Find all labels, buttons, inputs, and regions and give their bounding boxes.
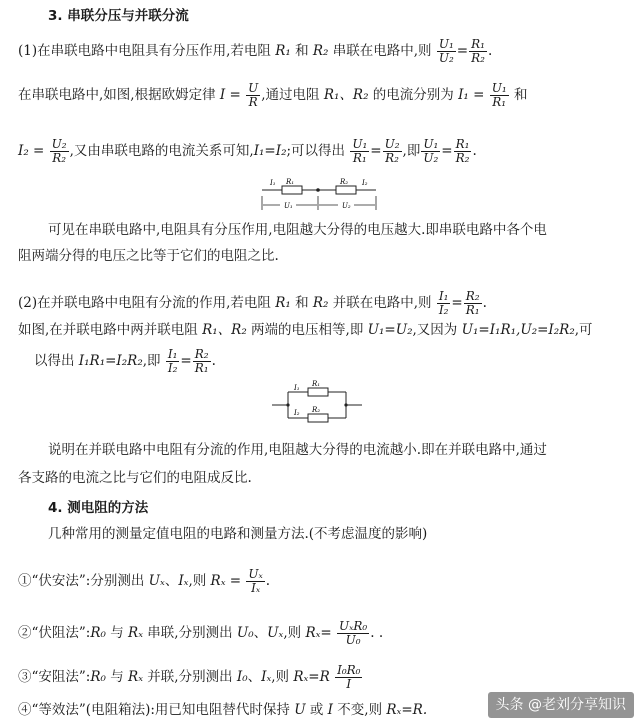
symbol: Rₓ=R [293,669,330,685]
resistor-r2 [308,414,328,422]
symbol: R₁、R₂ [202,322,247,338]
symbol: R₂ [312,43,329,59]
symbol: I₂ = [18,143,45,159]
symbol: Rₓ [128,669,143,685]
label-i2: I₂ [362,179,368,187]
text: 以得出 [34,353,79,369]
numerator: UₓR₀ [339,619,368,633]
numerator: U₂ [51,137,67,151]
text: 与 [105,669,129,685]
symbol: I [327,702,334,718]
symbol: R₀ [90,625,106,641]
junction-node [316,188,320,192]
series-circuit-diagram [258,178,380,212]
text: 、 [247,669,262,685]
section-4-title: 4. 测电阻的方法 [48,500,149,516]
text: 不变,则 [333,702,387,718]
watermark-badge: 头条 @老刘分享知识 [488,692,634,718]
paragraph-3: I₂ = $\frac{\text{U₂}}{\text{R₂}}$ ,又由串联电路的电流关系可知,I₁=I₂;可以得出 $\frac{\text{U₁}}{\text{R₁}}$ = $\frac{\text{U₂}}{\text{R₂}}$ ,即 $\frac{\text{U₁}}{\text{U₂}}$ = $\frac{\text{R₁}}{\text{R₂}}$ . [18,137,477,165]
symbol: Rₓ = [210,573,242,589]
text: 两端的电压相等,即 [246,322,368,338]
symbol: I₁ = [458,87,485,103]
denominator: R₂ [471,51,485,65]
method-4 [18,700,427,720]
section-3-title: 3. 串联分压与并联分流 [48,8,189,24]
fraction [166,348,180,375]
text: ,则 [283,625,306,641]
fraction [437,290,451,317]
text: ,即 [142,353,161,369]
numerator: R₁ [455,137,470,151]
paragraph-5: 阻两端分得的电压之比等于它们的电阻之比. [18,248,279,264]
text: 与 [105,625,129,641]
denominator: R₂ [52,151,67,165]
symbol: Rₓ= [305,625,332,641]
label-r1: R₁ [286,178,295,186]
text: 串联在电路中,则 [328,43,432,59]
numerator: R₁ [471,37,485,51]
symbol: Rₓ=R. [386,702,428,718]
text: ④“等效法”(电阻箱法):用已知电阻替代时保持 [18,702,295,718]
resistor-r1 [308,388,328,396]
denominator: R₂ [455,151,470,165]
text: ,则 [188,573,211,589]
label-r1: R₁ [312,380,321,388]
symbol: U [294,702,306,718]
numerator: U [248,81,259,95]
symbol: I₁R₁=I₂R₂ [78,353,143,369]
paragraph-1: (1)在串联电路中电阻具有分压作用,若电阻 R₁ 和 R₂ 串联在电路中,则 $\frac{\text{U₁}}{\text{U₂}}$ = $\frac{\text{R₁}}{\text{R₂}}$ . [18,37,493,65]
denominator: R₁ [492,95,507,109]
paragraph-10: 各支路的电流之比与它们的电阻成反比. [18,470,252,486]
text: 或 [305,702,328,718]
section-4-intro: 几种常用的测量定值电阻的电路和测量方法.(不考虑温度的影响) [48,526,428,542]
label-u1: U₁ [284,202,293,210]
symbol: R₂ [312,295,329,311]
label-i1: I₁ [270,179,276,187]
denominator: U₂ [438,51,454,65]
junction-node [344,403,347,406]
text: . . [370,625,384,641]
text: ①“伏安法”:分别测出 [18,573,149,589]
symbol: R₁、R₂ [323,87,369,103]
numerator: Uₓ [248,567,263,581]
paragraph-7 [18,320,593,340]
fraction [383,138,402,165]
symbol: Iₓ [261,669,272,685]
numerator: R₂ [194,347,209,361]
numerator: U₁ [423,137,439,151]
paragraph-8: 以得出 I₁R₁=I₂R₂,即 $\frac{\text{I₁}}{\text{I₂}}$ = $\frac{\text{R₂}}{\text{R₁}}$ . [34,347,216,375]
symbol: Uₓ [267,625,284,641]
symbol: U₁=I₁R₁,U₂=I₂R₂ [461,322,575,338]
text: ,即 [402,143,421,159]
text: ,又由串联电路的电流关系可知, [69,143,254,159]
numerator: R₂ [465,289,480,303]
text: 和 [290,295,313,311]
paragraph-2 [18,82,527,109]
symbol: R₀ [90,669,106,685]
junction-node [286,403,289,406]
label-r2: R₂ [312,406,321,414]
denominator: R₂ [385,151,399,165]
fraction [464,290,482,317]
denominator: I₂ [438,303,449,317]
text: (1)在串联电路中电阻具有分压作用,若电阻 [18,43,276,59]
fraction [350,138,369,165]
fraction [50,138,69,165]
numerator: I₀R₀ [337,663,361,677]
paragraph-6: (2)在并联电路中电阻有分流的作用,若电阻 R₁ 和 R₂ 并联在电路中,则 $\frac{\text{I₁}}{\text{I₂}}$ = $\frac{\text{R₂}}{\text{R₁}}$ . [18,289,487,317]
resistor-r2 [336,186,356,194]
denominator: U₂ [423,151,439,165]
fraction [454,138,472,165]
numerator: U₂ [384,137,400,151]
text: 并联在电路中,则 [328,295,432,311]
label-i2: I₂ [294,409,300,417]
method-3 [18,664,363,691]
symbol: R₁ [275,295,291,311]
numerator: U₁ [491,81,507,95]
symbol: R₁ [275,43,291,59]
symbol: U₀ [236,625,254,641]
text: (2)在并联电路中电阻有分流的作用,若电阻 [18,295,276,311]
text: ,则 [271,669,294,685]
denominator: R₁ [465,303,480,317]
resistor-r1 [282,186,302,194]
denominator: R [248,95,258,109]
text: 在串联电路中,如图,根据欧姆定律 [18,87,220,103]
symbol: U₁=U₂ [367,322,413,338]
label-r2: R₂ [340,178,349,186]
text: ,通过电阻 [261,87,324,103]
text: ;可以得出 [286,143,346,159]
label-u2: U₂ [342,202,351,210]
numerator: I₁ [438,289,449,303]
numerator: U₁ [352,137,368,151]
fraction [490,82,509,109]
fraction [246,568,264,595]
denominator: U₀ [345,633,361,647]
numerator: I₁ [167,347,178,361]
symbol: Iₓ [178,573,189,589]
text: 串联,分别测出 [143,625,237,641]
text: ③“安阻法”: [18,669,91,685]
symbol: I = [219,87,241,103]
text: 、 [164,573,179,589]
fraction [246,82,260,109]
denominator: R₁ [352,151,367,165]
fraction [469,38,487,65]
text: 、 [253,625,268,641]
fraction [193,348,211,375]
fraction [337,620,369,647]
text: 并联,分别测出 [143,669,237,685]
paragraph-4: 可见在串联电路中,电阻具有分压作用,电阻越大分得的电压越大.即串联电路中各个电 [48,222,547,238]
text: ,又因为 [412,322,462,338]
symbol: I₁=I₂ [253,143,287,159]
text: ,可 [574,322,593,338]
denominator: R₁ [194,361,209,375]
text: 如图,在并联电路中两并联电阻 [18,322,203,338]
symbol: I₀ [236,669,248,685]
text: ②“伏阻法”: [18,625,91,641]
numerator: U₁ [438,37,454,51]
text: 的电流分别为 [368,87,459,103]
denominator: I [346,677,352,691]
parallel-circuit-diagram [270,380,364,430]
method-2 [18,620,383,647]
label-i1: I₁ [294,384,300,392]
fraction [335,664,362,691]
fraction [421,138,440,165]
fraction [437,38,456,65]
method-1: ①“伏安法”:分别测出 Uₓ、Iₓ,则 Rₓ = $\frac{\text{Uₓ}}{\text{Iₓ}}$ . [18,567,271,595]
symbol: Uₓ [148,573,165,589]
paragraph-9: 说明在并联电路中电阻有分流的作用,电阻越大分得的电流越小.即在并联电路中,通过 [48,442,547,458]
symbol: Rₓ [128,625,143,641]
denominator: Iₓ [251,581,261,595]
text: 和 [290,43,313,59]
denominator: I₂ [167,361,178,375]
text: 和 [509,87,528,103]
